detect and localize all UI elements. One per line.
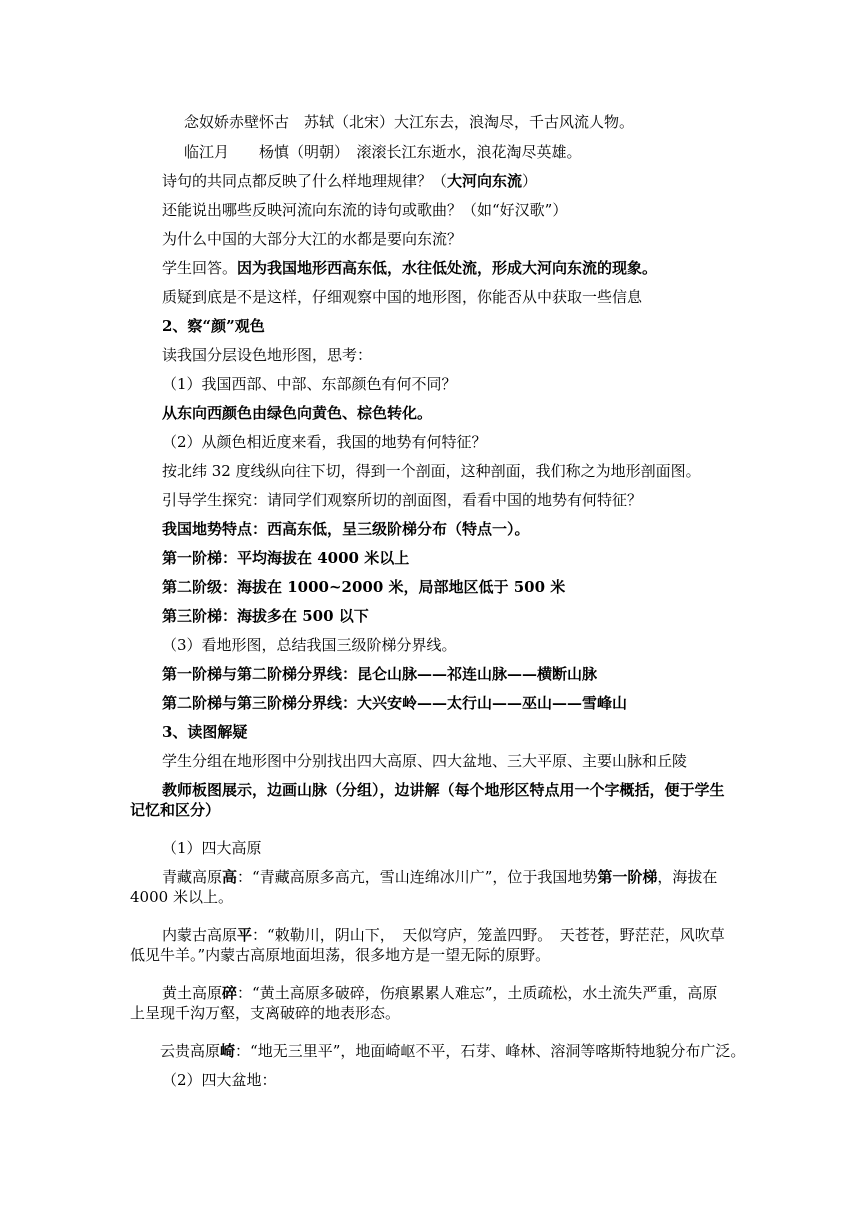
section-heading: 2、察“颜”观色 xyxy=(162,317,265,335)
bold-line: 第一阶梯与第二阶梯分界线：昆仑山脉——祁连山脉——横断山脉 xyxy=(162,665,598,683)
plateau-paragraph: 黄土高原碎：“黄土高原多破碎，伤痕累累人难忘”，土质疏松，水土流失严重，高原上呈现千沟万壑，支离破碎的地表形态。 xyxy=(130,984,718,1022)
answer-bold: 大河向东流 xyxy=(447,172,523,190)
terrain-feature-label: 我国地势特点： xyxy=(162,520,268,538)
bold-line: 第三阶梯：海拔多在 500 以下 xyxy=(162,607,369,625)
text-line: （3）看地形图，总结我国三级阶梯分界线。 xyxy=(162,636,457,654)
student-answer-label: 学生回答。 xyxy=(162,259,238,277)
text-line: （2）从颜色相近度来看，我国的地势有何特征？ xyxy=(162,433,487,451)
text-line: （1）四大高原 xyxy=(162,839,262,857)
bold-line: 从东向西颜色由绿色向黄色、棕色转化。 xyxy=(162,404,433,422)
text-line: 质疑到底是不是这样，仔细观察中国的地形图，你能否从中获取一些信息 xyxy=(162,288,643,306)
bold-line: 第二阶级：海拔在 1000~2000 米，局部地区低于 500 米 xyxy=(162,578,566,596)
question-close: ） xyxy=(522,172,538,190)
bold-line: 第二阶梯与第三阶梯分界线：大兴安岭——太行山——巫山——雪峰山 xyxy=(162,694,628,712)
student-answer-bold: 因为我国地形西高东低，水往低处流，形成大河向东流的现象。 xyxy=(237,259,658,277)
plateau-paragraph: 云贵高原崎：“地无三里平”，地面崎岖不平，石芽、峰林、溶洞等喀斯特地貌分布广泛。 xyxy=(160,1042,746,1060)
plateau-paragraph: 青藏高原高：“青藏高原多高亢，雪山连绵冰川广”，位于我国地势第一阶梯，海拔在 4000 米以上。 xyxy=(130,868,718,906)
text-line: （2）四大盆地： xyxy=(162,1071,277,1089)
text-line: 学生分组在地形图中分别找出四大高原、四大盆地、三大平原、主要山脉和丘陵 xyxy=(162,752,688,770)
text-line: 还能说出哪些反映河流向东流的诗句或歌曲？（如“好汉歌”） xyxy=(162,201,568,219)
text-line: （1）我国西部、中部、东部颜色有何不同？ xyxy=(162,375,457,393)
bold-line: 第一阶梯：平均海拔在 4000 米以上 xyxy=(162,549,410,567)
terrain-feature-line xyxy=(162,519,530,539)
poem-line-1: 念奴娇赤壁怀古 苏轼（北宋）大江东去，浪淘尽，千古风流人物。 xyxy=(184,113,635,131)
section-heading: 3、读图解疑 xyxy=(162,723,248,741)
question-text: 诗句的共同点都反映了什么样地理规律？（ xyxy=(162,172,448,190)
plateau-paragraph: 内蒙古高原平：“敕勒川，阴山下， 天似穹庐，笼盖四野。 天苍苍，野茫茫，风吹草低见牛羊。”内蒙古高原地面坦荡，很多地方是一望无际的原野。 xyxy=(130,926,725,964)
text-line: 为什么中国的大部分大江的水都是要向东流？ xyxy=(162,230,463,248)
text-line: 读我国分层设色地形图，思考： xyxy=(162,346,373,364)
text-line: 引导学生探究：请同学们观察所切的剖面图，看看中国的地势有何特征？ xyxy=(162,491,643,509)
terrain-feature-text: 西高东低，呈三级阶梯分布（特点一）。 xyxy=(267,520,530,538)
poem-line-2: 临江月 杨慎（明朝） 滚滚长江东逝水，浪花淘尽英雄。 xyxy=(184,143,582,161)
bold-paragraph: 教师板图展示，边画山脉（分组），边讲解（每个地形区特点用一个字概括，便于学生记忆和区分） xyxy=(130,781,725,819)
question-line xyxy=(162,171,537,191)
student-answer-line xyxy=(162,258,657,278)
text-line: 按北纬 32 度线纵向往下切，得到一个剖面，这种剖面，我们称之为地形剖面图。 xyxy=(162,462,701,480)
